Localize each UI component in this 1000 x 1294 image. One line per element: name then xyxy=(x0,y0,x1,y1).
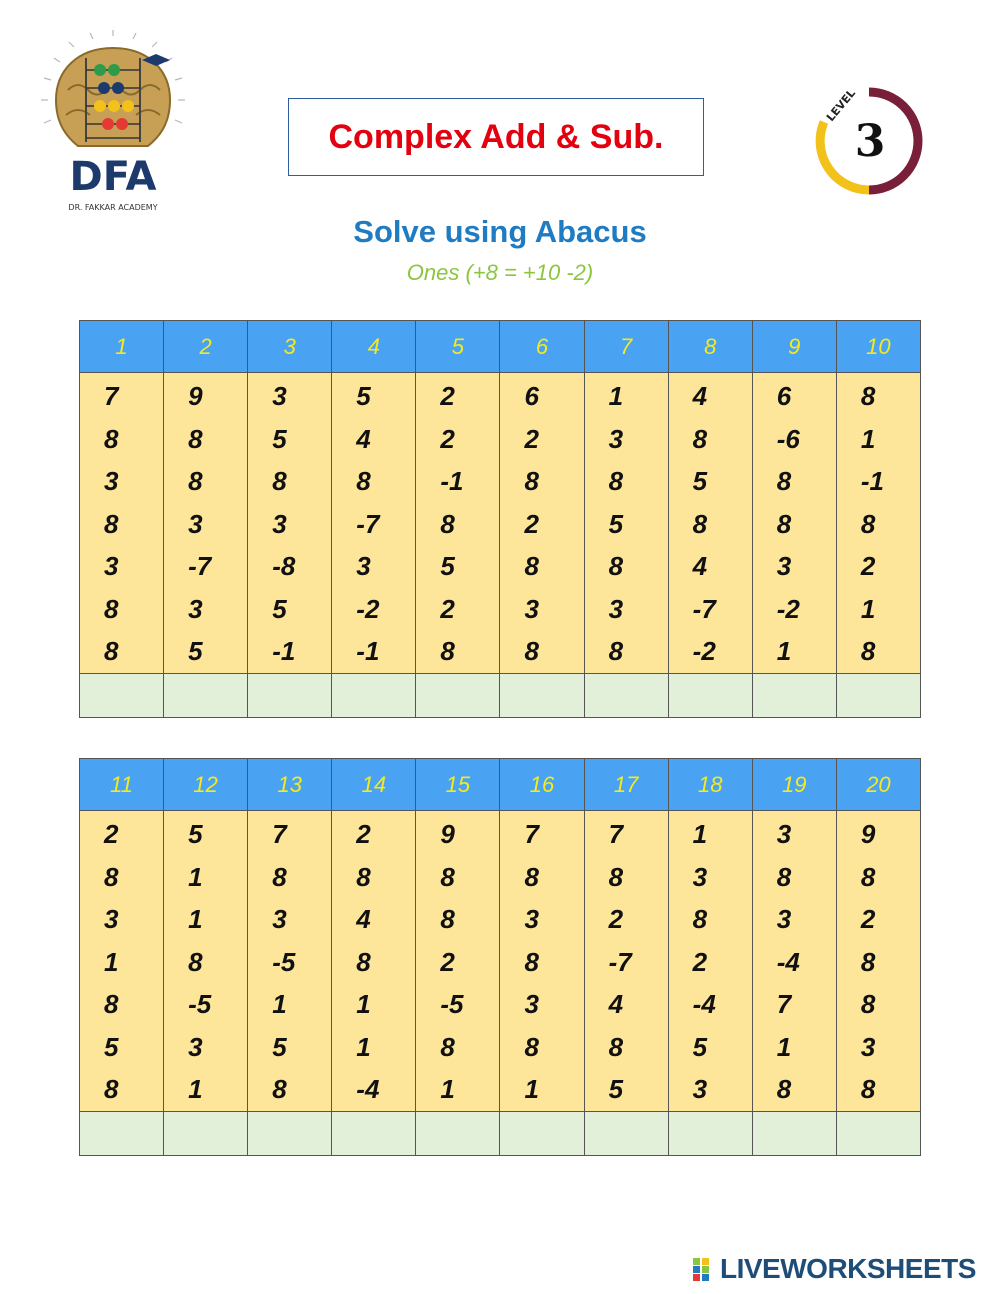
operand: -2 xyxy=(356,593,380,624)
operand: 8 xyxy=(776,1074,792,1104)
problem-table-1 xyxy=(79,320,921,718)
operand: 8 xyxy=(272,1074,287,1104)
operand: 8 xyxy=(440,508,455,539)
answer-cell[interactable] xyxy=(836,673,920,717)
operand: 8 xyxy=(860,636,876,666)
header-row xyxy=(80,759,921,811)
operand: 7 xyxy=(524,819,539,849)
operand: 8 xyxy=(692,904,708,934)
academy-logo xyxy=(38,30,188,215)
operand: 9 xyxy=(440,819,455,849)
operand: 1 xyxy=(860,593,876,624)
operand: 8 xyxy=(356,946,371,977)
operand: 5 xyxy=(104,1031,119,1062)
answer-cell[interactable] xyxy=(332,1111,416,1155)
operand: 3 xyxy=(272,381,287,411)
operand: 7 xyxy=(608,819,624,849)
problem-column xyxy=(80,373,164,674)
problem-column xyxy=(584,811,668,1112)
problem-column xyxy=(164,373,248,674)
operand: 8 xyxy=(860,946,876,977)
operand: 4 xyxy=(608,989,624,1019)
answer-cell[interactable] xyxy=(248,673,332,717)
operand: 8 xyxy=(104,861,119,892)
operand: 2 xyxy=(524,508,539,539)
problem-column xyxy=(248,811,332,1112)
operand: 8 xyxy=(524,946,539,977)
svg-text:DR. FAKKAR ACADEMY: DR. FAKKAR ACADEMY xyxy=(68,203,158,212)
operand: 8 xyxy=(188,466,203,496)
operand: 6 xyxy=(776,381,792,411)
operand: 8 xyxy=(272,861,287,892)
problem-number: 17 xyxy=(584,759,668,811)
operand: -5 xyxy=(272,946,296,977)
operand: -5 xyxy=(188,989,212,1019)
operand: 8 xyxy=(440,636,455,666)
operand: 1 xyxy=(440,1074,455,1104)
operand: 8 xyxy=(608,1031,624,1062)
problem-column xyxy=(164,811,248,1112)
answer-cell[interactable] xyxy=(80,1111,164,1155)
problem-column xyxy=(500,373,584,674)
operand: 5 xyxy=(692,466,708,496)
answer-cell[interactable] xyxy=(752,1111,836,1155)
answer-cell[interactable] xyxy=(584,673,668,717)
operand: 5 xyxy=(272,1031,287,1062)
operand: 1 xyxy=(188,861,203,892)
operand: 8 xyxy=(524,551,539,581)
operand: 3 xyxy=(860,1031,876,1062)
problem-number: 3 xyxy=(248,321,332,373)
title-box xyxy=(288,98,704,176)
operand: 8 xyxy=(524,861,539,892)
operand: 3 xyxy=(188,1031,203,1062)
operand: 1 xyxy=(608,381,624,411)
operand: 3 xyxy=(776,819,792,849)
answer-cell[interactable] xyxy=(164,1111,248,1155)
operand: 5 xyxy=(188,819,203,849)
operand: 2 xyxy=(860,551,876,581)
answer-cell[interactable] xyxy=(80,673,164,717)
problem-table-2 xyxy=(79,758,921,1156)
operand: 2 xyxy=(608,904,624,934)
problem-number: 8 xyxy=(668,321,752,373)
operand: 1 xyxy=(776,1031,792,1062)
operand: 4 xyxy=(356,423,371,454)
operand: -8 xyxy=(272,551,296,581)
operand: 2 xyxy=(104,819,119,849)
svg-text:3: 3 xyxy=(854,116,886,167)
operand: 8 xyxy=(776,466,792,496)
operand: 8 xyxy=(860,381,876,411)
operand: 8 xyxy=(104,989,119,1019)
operand: 8 xyxy=(608,551,624,581)
operand: -7 xyxy=(188,551,212,581)
svg-text:LEVEL: LEVEL xyxy=(823,86,859,124)
problem-column xyxy=(836,811,920,1112)
answer-row xyxy=(80,1111,921,1155)
operand: 3 xyxy=(188,593,203,624)
operand: 8 xyxy=(440,861,455,892)
operand: 2 xyxy=(440,423,455,454)
operand: 3 xyxy=(104,551,119,581)
operand: 1 xyxy=(104,946,119,977)
operand: -4 xyxy=(356,1074,380,1104)
operand: 2 xyxy=(860,904,876,934)
operand: 8 xyxy=(692,423,708,454)
operand: 3 xyxy=(776,904,792,934)
operand: 8 xyxy=(860,1074,876,1104)
operand: 8 xyxy=(608,861,624,892)
operand: 2 xyxy=(440,593,455,624)
operand: 3 xyxy=(692,861,708,892)
problem-column xyxy=(584,373,668,674)
operand: 8 xyxy=(860,989,876,1019)
problem-number: 13 xyxy=(248,759,332,811)
operand: 8 xyxy=(860,861,876,892)
operand: 3 xyxy=(272,904,287,934)
operand: 3 xyxy=(524,904,539,934)
operand: 8 xyxy=(440,1031,455,1062)
operand: 8 xyxy=(356,466,371,496)
strategy-hint: Ones (+8 = +10 -2) xyxy=(406,260,594,285)
problem-column xyxy=(836,373,920,674)
operand: 2 xyxy=(356,819,371,849)
answer-row xyxy=(80,673,921,717)
operand: 8 xyxy=(440,904,455,934)
operand: 8 xyxy=(188,423,203,454)
operand: 3 xyxy=(356,551,371,581)
problem-column xyxy=(668,373,752,674)
operand: 8 xyxy=(356,861,371,892)
operand: 9 xyxy=(188,381,203,411)
problem-number: 4 xyxy=(332,321,416,373)
operand: 3 xyxy=(608,423,624,454)
subtitle: Solve using Abacus xyxy=(353,214,647,249)
operand: 4 xyxy=(356,904,371,934)
operand: 2 xyxy=(440,381,455,411)
answer-cell[interactable] xyxy=(668,673,752,717)
operand: 8 xyxy=(104,423,119,454)
operand: -7 xyxy=(692,593,716,624)
operand: 8 xyxy=(104,593,119,624)
answer-cell[interactable] xyxy=(584,1111,668,1155)
operand: 7 xyxy=(104,381,119,411)
operand: 8 xyxy=(692,508,708,539)
answer-cell[interactable] xyxy=(836,1111,920,1155)
svg-text:DFA: DFA xyxy=(69,154,157,200)
operand: 8 xyxy=(608,636,624,666)
problem-number: 1 xyxy=(80,321,164,373)
answer-cell[interactable] xyxy=(500,673,584,717)
problem-column xyxy=(668,811,752,1112)
level-badge xyxy=(810,82,928,200)
operand: 8 xyxy=(524,466,539,496)
operand: 5 xyxy=(188,636,203,666)
liveworksheets-brand xyxy=(692,1252,976,1286)
problem-column xyxy=(752,373,836,674)
operand: 8 xyxy=(104,508,119,539)
operand: 8 xyxy=(524,636,539,666)
operand: 5 xyxy=(356,381,371,411)
operand: 3 xyxy=(188,508,203,539)
numbers-row xyxy=(80,811,921,1112)
header-row xyxy=(80,321,921,373)
problem-column xyxy=(80,811,164,1112)
answer-cell[interactable] xyxy=(248,1111,332,1155)
operand: 1 xyxy=(356,989,371,1019)
operand: -4 xyxy=(692,989,716,1019)
operand: 3 xyxy=(104,466,119,496)
answer-cell[interactable] xyxy=(332,673,416,717)
operand: 8 xyxy=(608,466,624,496)
operand: 8 xyxy=(860,508,876,539)
operand: -7 xyxy=(608,946,632,977)
operand: 2 xyxy=(524,423,539,454)
problem-number: 2 xyxy=(164,321,248,373)
liveworksheets-text: LIVEWORKSHEETS xyxy=(720,1253,976,1284)
operand: 4 xyxy=(692,381,708,411)
operand: 5 xyxy=(692,1031,708,1062)
answer-cell[interactable] xyxy=(164,673,248,717)
operand: -2 xyxy=(692,636,716,666)
operand: -4 xyxy=(776,946,800,977)
operand: 8 xyxy=(188,946,203,977)
problem-number: 9 xyxy=(752,321,836,373)
operand: 1 xyxy=(356,1031,371,1062)
problem-number: 19 xyxy=(752,759,836,811)
operand: 5 xyxy=(272,423,287,454)
operand: -1 xyxy=(440,466,464,496)
operand: 1 xyxy=(776,636,792,666)
operand: -5 xyxy=(440,989,464,1019)
problem-number: 11 xyxy=(80,759,164,811)
answer-cell[interactable] xyxy=(416,1111,500,1155)
problem-column xyxy=(500,811,584,1112)
operand: 1 xyxy=(272,989,287,1019)
operand: 1 xyxy=(524,1074,539,1104)
operand: 7 xyxy=(776,989,792,1019)
operand: -7 xyxy=(356,508,380,539)
operand: 1 xyxy=(188,904,203,934)
operand: 1 xyxy=(860,423,876,454)
operand: 6 xyxy=(524,381,539,411)
operand: 8 xyxy=(104,636,119,666)
problem-number: 16 xyxy=(500,759,584,811)
answer-cell[interactable] xyxy=(500,1111,584,1155)
problem-number: 6 xyxy=(500,321,584,373)
problem-number: 15 xyxy=(416,759,500,811)
operand: -2 xyxy=(776,593,800,624)
problem-column xyxy=(332,373,416,674)
liveworksheets-icon xyxy=(692,1256,718,1282)
operand: 2 xyxy=(692,946,708,977)
operand: 3 xyxy=(272,508,287,539)
problem-column xyxy=(752,811,836,1112)
operand: 5 xyxy=(608,508,624,539)
operand: 1 xyxy=(692,819,708,849)
problem-column xyxy=(248,373,332,674)
problem-number: 20 xyxy=(836,759,920,811)
operand: 3 xyxy=(524,989,539,1019)
problem-number: 18 xyxy=(668,759,752,811)
worksheet-title: Complex Add & Sub. xyxy=(328,117,664,156)
operand: 8 xyxy=(776,508,792,539)
operand: -1 xyxy=(860,466,884,496)
operand: 7 xyxy=(272,819,287,849)
operand: -6 xyxy=(776,423,800,454)
operand: 3 xyxy=(776,551,792,581)
operand: 3 xyxy=(104,904,119,934)
operand: 5 xyxy=(608,1074,624,1104)
operand: 1 xyxy=(188,1074,203,1104)
operand: -1 xyxy=(356,636,380,666)
answer-cell[interactable] xyxy=(752,673,836,717)
operand: 8 xyxy=(524,1031,539,1062)
operand: 5 xyxy=(440,551,455,581)
answer-cell[interactable] xyxy=(416,673,500,717)
operand: 8 xyxy=(104,1074,119,1104)
operand: 8 xyxy=(272,466,287,496)
operand: 3 xyxy=(524,593,539,624)
problem-number: 7 xyxy=(584,321,668,373)
problem-column xyxy=(416,811,500,1112)
operand: 2 xyxy=(440,946,455,977)
problem-number: 5 xyxy=(416,321,500,373)
operand: 3 xyxy=(692,1074,708,1104)
problem-column xyxy=(416,373,500,674)
problem-column xyxy=(332,811,416,1112)
operand: -1 xyxy=(272,636,296,666)
numbers-row xyxy=(80,373,921,674)
problem-number: 10 xyxy=(836,321,920,373)
problem-number: 14 xyxy=(332,759,416,811)
operand: 4 xyxy=(692,551,708,581)
operand: 3 xyxy=(608,593,624,624)
operand: 5 xyxy=(272,593,287,624)
answer-cell[interactable] xyxy=(668,1111,752,1155)
operand: 9 xyxy=(860,819,876,849)
operand: 8 xyxy=(776,861,792,892)
problem-number: 12 xyxy=(164,759,248,811)
